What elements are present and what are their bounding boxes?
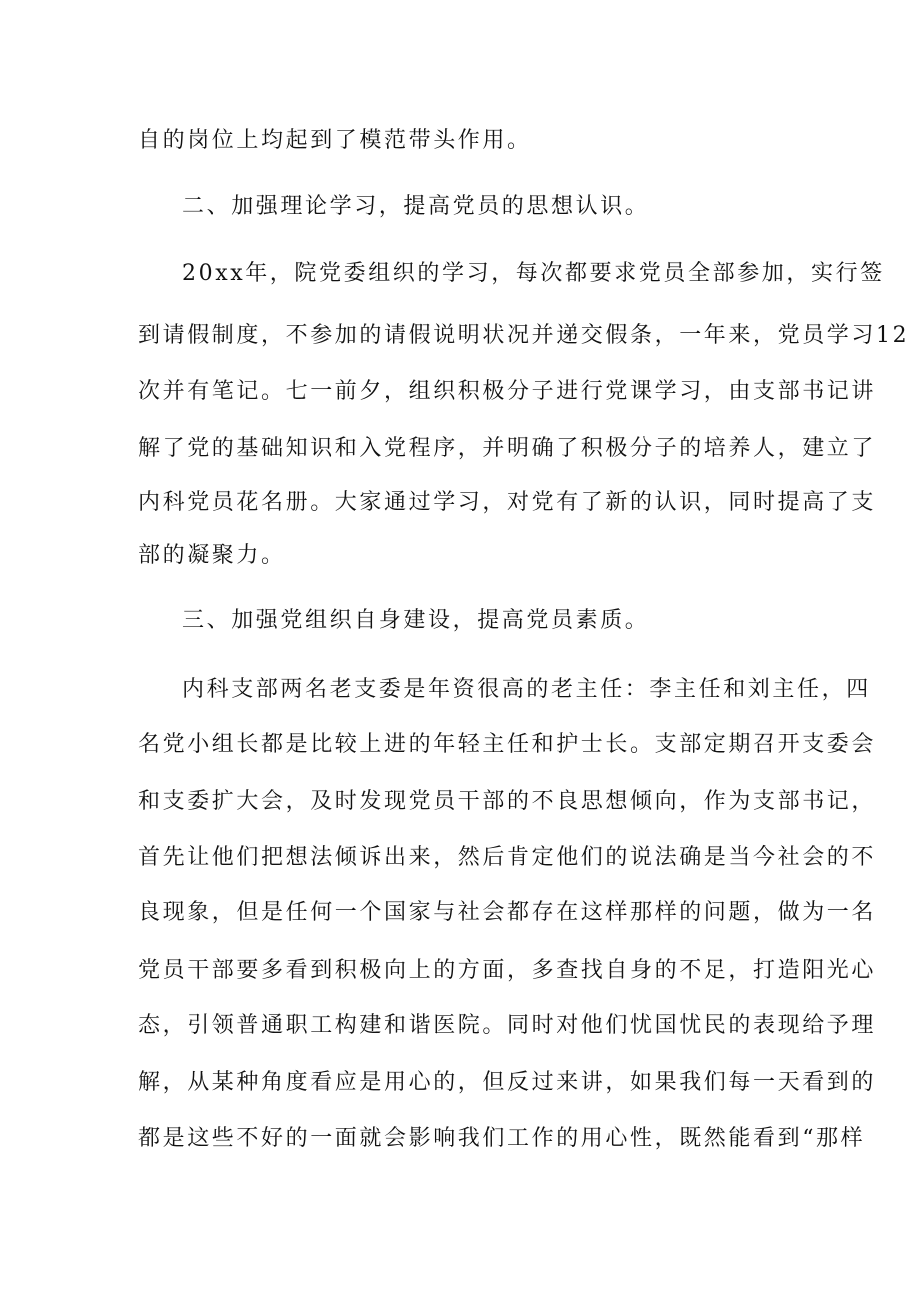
paragraph-3-line-1: 内科支部两名老支委是年资很高的老主任：李主任和刘主任，四 — [182, 677, 871, 702]
paragraph-3-line-8: 解，从某种角度看应是用心的，但反过来讲，如果我们每一天看到的 — [138, 1070, 877, 1095]
paragraph-3-line-3: 和支委扩大会，及时发现党员干部的不良思想倾向，作为支部书记， — [138, 789, 877, 814]
paragraph-3-line-5: 良现象，但是任何一个国家与社会都存在这样那样的问题，做为一名 — [138, 900, 877, 925]
paragraph-3-line-9: 都是这些不好的一面就会影响我们工作的用心性，既然能看到“那样 — [138, 1126, 866, 1151]
section-heading-2: 二、加强理论学习，提高党员的思想认识。 — [182, 194, 650, 219]
section-heading-3: 三、加强党组织自身建设，提高党员素质。 — [182, 608, 650, 633]
paragraph-3-line-6: 党员干部要多看到积极向上的方面，多查找自身的不足，打造阳光心 — [138, 958, 877, 983]
paragraph-2-line-6: 部的凝聚力。 — [138, 543, 286, 568]
paragraph-3-line-2: 名党小组长都是比较上进的年轻主任和护士长。支部定期召开支委会 — [138, 732, 877, 757]
paragraph-2-line-1: 20xx年，院党委组织的学习，每次都要求党员全部参加，实行签 — [182, 261, 885, 286]
paragraph-2-line-2: 到请假制度，不参加的请假说明状况并递交假条，一年来，党员学习12 — [138, 323, 910, 348]
paragraph-3-line-7: 态，引领普通职工构建和谐医院。同时对他们忧国忧民的表现给予理 — [138, 1013, 877, 1038]
paragraph-2-line-3: 次并有笔记。七一前夕，组织积极分子进行党课学习，由支部书记讲 — [138, 379, 877, 404]
paragraph-2-line-5: 内科党员花名册。大家通过学习，对党有了新的认识，同时提高了支 — [138, 490, 877, 515]
paragraph-2-line-4: 解了党的基础知识和入党程序，并明确了积极分子的培养人，建立了 — [138, 436, 877, 461]
paragraph-1-line-1: 自的岗位上均起到了模范带头作用。 — [138, 128, 532, 153]
paragraph-3-line-4: 首先让他们把想法倾诉出来，然后肯定他们的说法确是当今社会的不 — [138, 845, 877, 870]
